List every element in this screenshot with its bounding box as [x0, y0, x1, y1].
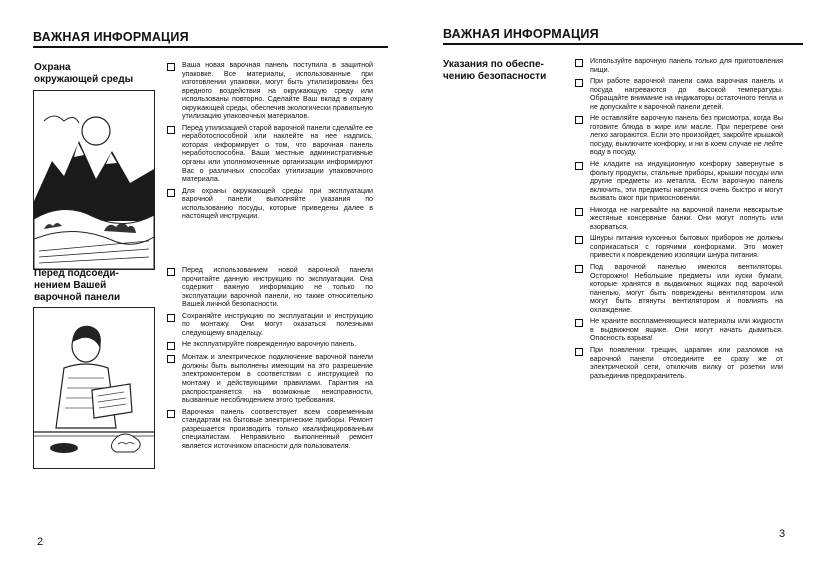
checkbox-bullet-icon — [167, 189, 175, 197]
checkbox-bullet-icon — [575, 265, 583, 273]
list-item: Под варочной панелью имеются вентиляторы. Осторожно! Небольшие предметы или куски бумаги, которые хранятся в выдвижных ящиках под варочной панелью, могут быть повреждены вентилятором или могут быть втянуты вентилятором и повлиять на охлаждение. — [575, 263, 783, 314]
header-rule — [33, 46, 388, 48]
checkbox-bullet-icon — [167, 342, 175, 350]
header-rule — [443, 43, 803, 45]
section-title-safety: Указания по обеспе- чению безопасности — [443, 59, 547, 82]
list-item: Шнуры питания кухонных бытовых приборов не должны соприкасаться с горячими конфорками. Это может привести к повреждению изоляции шнура питания. — [575, 234, 783, 260]
list-item: Перед использованием новой варочной панели прочитайте данную инструкцию по эксплуатации. Она содержит важную информацию не только по эксплуатации варочной панели, но также относительно Вашей личной безопасности. — [167, 266, 373, 309]
checkbox-bullet-icon — [167, 410, 175, 418]
section-title-before-connection: Перед подсоеди- нением Вашей варочной панели — [34, 268, 121, 303]
checkbox-bullet-icon — [575, 162, 583, 170]
list-item: Для охраны окружающей среды при эксплуатации варочной панели выполняйте указания по использованию посуды, которые приведены далее в настоящей инструкции. — [167, 187, 373, 221]
list-item: Варочная панель соответствует всем современным стандартам на бытовые электрические приборы. Ремонт разрешается производить только квалифицированным специалистам. Неправильно выполненный ремонт является источником опасности для пользователя. — [167, 408, 373, 451]
page-number: 2 — [37, 536, 44, 548]
page-header: ВАЖНАЯ ИНФОРМАЦИЯ — [443, 27, 599, 41]
list-item: Перед утилизацией старой варочной панели сделайте ее неработоспособной или наклейте на нее надпись, которая информирует о том, что варочная панель неработоспособна. Ваши местные административные органы или уполномоченные организации информируют Вас о различных способах утилизации упаковочного материала. — [167, 124, 373, 184]
list-item: Не храните воспламеняющиеся материалы или жидкости в выдвижном ящике. Они могут начать дымиться. Опасность взрыва! — [575, 317, 783, 343]
checkbox-bullet-icon — [575, 236, 583, 244]
environment-list — [167, 61, 373, 224]
checkbox-bullet-icon — [575, 319, 583, 327]
list-item: При появлении трещин, царапин или разломов на варочной панели отсоедините ее сразу же от электрической сети, отключив вилку от розетки или разъединив предохранитель. — [575, 346, 783, 380]
person-reading-drawing — [34, 308, 154, 468]
checkbox-bullet-icon — [575, 79, 583, 87]
checkbox-bullet-icon — [167, 355, 175, 363]
list-item: При работе варочной панели сама варочная панель и посуда нагреваются до высокой температуры. Обращайте внимание на индикаторы остаточного тепла и не допускайте к варочной панели детей. — [575, 77, 783, 111]
list-item: Используйте варочную панель только для приготовления пищи. — [575, 57, 783, 74]
checkbox-bullet-icon — [575, 116, 583, 124]
list-item: Монтаж и электрическое подключение варочной панели должны быть выполнены имеющим на это разрешение электромонтером в соответствии с инструкцией по монтажу и действующими правилами. Гарантия на распространяется на возможные неисправности, вызванные несоблюдением этого требования. — [167, 353, 373, 404]
right-page — [408, 0, 815, 573]
checkbox-bullet-icon — [167, 126, 175, 134]
checkbox-bullet-icon — [575, 208, 583, 216]
list-item: Не оставляйте варочную панель без присмотра, когда Вы готовите блюда в жире или масле. При перегреве они легко загораются. Если это произойдет, закройте крышкой посуду, выключите конфорку, и ни в коем случае не лейте воду в посуду. — [575, 114, 783, 157]
list-item: Сохраняйте инструкцию по эксплуатации и инструкцию по монтажу. Они могут оказаться полезными следующему владельцу. — [167, 312, 373, 338]
page-number: 3 — [779, 528, 786, 540]
illustration-landscape — [33, 90, 155, 270]
list-item: Ваша новая варочная панель поступила в защитной упаковке. Все материалы, использованные при изготовлении упаковки, могут быть утилизированы без вредного воздействия на окружающую среду или использованы повторно. Сделайте Ваш вклад в охрану окружающей среды, обеспечив экологически правильную утилизацию упаковочных материалов. — [167, 61, 373, 121]
checkbox-bullet-icon — [167, 63, 175, 71]
checkbox-bullet-icon — [575, 348, 583, 356]
section-title-environment: Охрана окружающей среды — [34, 62, 134, 85]
list-item: Не кладите на индукционную конфорку завернутые в фольгу продукты, стальные приборы, крышки посуды или другие предметы из металла. Если варочную панель включить, эти предметы нагреются очень быстро и могут вызвать ожог при прикосновении. — [575, 160, 783, 203]
page-header: ВАЖНАЯ ИНФОРМАЦИЯ — [33, 30, 189, 44]
illustration-reading-person — [33, 307, 155, 469]
checkbox-bullet-icon — [167, 314, 175, 322]
left-page — [0, 0, 400, 573]
list-item: Никогда не нагревайте на варочной панели невскрытые жестяные консервные банки. Они могут лопнуть или взорваться. — [575, 206, 783, 232]
checkbox-bullet-icon — [167, 268, 175, 276]
checkbox-bullet-icon — [575, 59, 583, 67]
list-item: Не эксплуатируйте поврежденную варочную панель. — [167, 340, 373, 350]
safety-list — [575, 57, 783, 383]
before-connection-list — [167, 266, 373, 453]
landscape-drawing — [34, 91, 154, 269]
